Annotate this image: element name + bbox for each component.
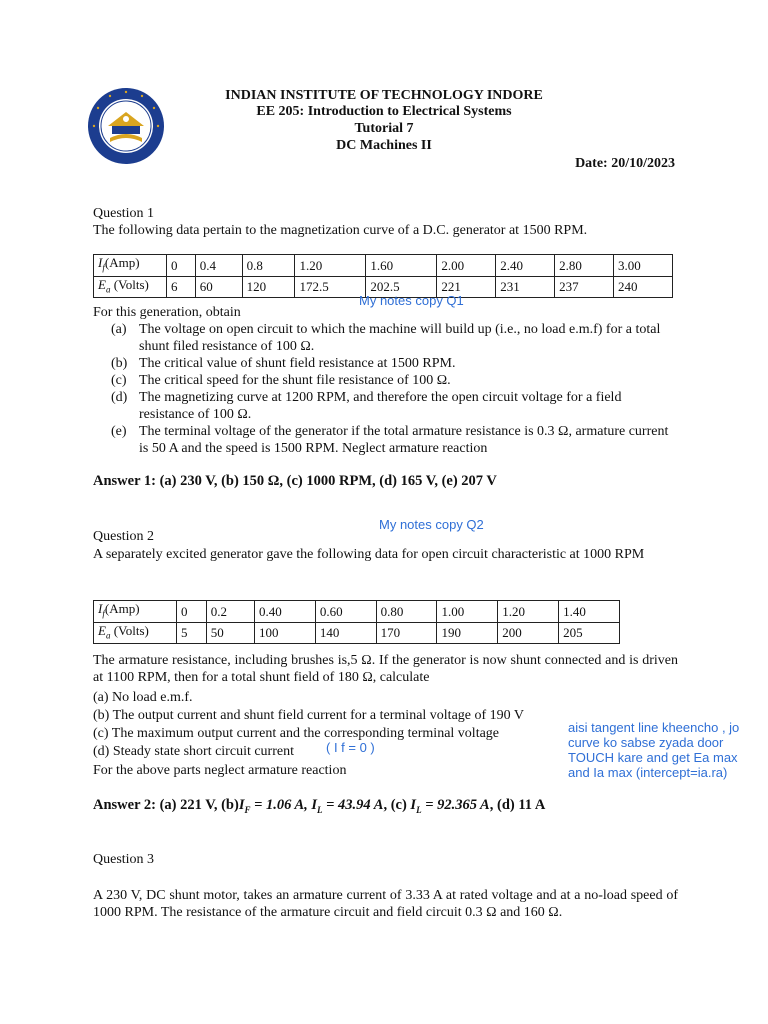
- q1-handwritten-note: My notes copy Q1: [359, 293, 464, 308]
- list-item-label: (c): [111, 373, 127, 388]
- table-cell: 60: [195, 276, 242, 298]
- answer-value: = 92.365 A: [421, 797, 490, 813]
- list-item-label: (a): [111, 322, 127, 337]
- table-cell: 170: [376, 622, 437, 644]
- note-line: aisi tangent line kheencho , jo: [568, 720, 740, 735]
- table-cell: 0.4: [195, 255, 242, 277]
- math-symbol: I: [410, 797, 417, 813]
- answer-value: = 43.94 A: [322, 797, 384, 813]
- q2-row-voltage: [94, 622, 620, 644]
- tutorial-topic: DC Machines II: [336, 138, 432, 153]
- symbol: E: [98, 276, 106, 292]
- q2-title: Question 2: [93, 529, 155, 544]
- answer-text: , (c): [383, 797, 411, 813]
- symbol: E: [98, 622, 106, 638]
- q2-side-note: [568, 720, 739, 780]
- table-cell: 1.40: [559, 601, 620, 623]
- note-line: curve ko sabse zyada door: [568, 735, 724, 750]
- table-cell: 237: [555, 276, 614, 298]
- q3-text: A 230 V, DC shunt motor, takes an armature current of 3.33 A at rated voltage and at a no-load speed of 1000 RPM. The resistance of the armature circuit and field circuit 0.3 Ω and 160 Ω.: [93, 888, 678, 920]
- list-item-text: The magnetizing curve at 1200 RPM, and therefore the open circuit voltage for a field resistance of 100 Ω.: [139, 390, 622, 422]
- q1-lead: For this generation, obtain: [93, 305, 241, 320]
- table-cell: 231: [496, 276, 555, 298]
- q2-paragraph: The armature resistance, including brushes is,5 Ω. If the generator is now shunt connected and is driven at 1100 RPM, then for a total shunt field of 180 Ω, calculate: [93, 653, 678, 685]
- q1-intro: The following data pertain to the magnetization curve of a D.C. generator at 1500 RPM.: [93, 223, 588, 238]
- tutorial-date: Date: 20/10/2023: [575, 156, 675, 171]
- list-item: [111, 423, 679, 457]
- table-cell: 1.60: [366, 255, 437, 277]
- table-cell: 0.40: [255, 601, 316, 623]
- list-item: [111, 355, 679, 372]
- table-cell: 2.40: [496, 255, 555, 277]
- math-subscript: L: [416, 804, 422, 815]
- q1-parts-list: [111, 321, 679, 457]
- q2-row-label: [94, 622, 177, 644]
- unit: (Volts): [110, 276, 149, 292]
- q1-title: Question 1: [93, 206, 155, 221]
- q1-row-label: [94, 255, 167, 277]
- q2-handwritten-note: My notes copy Q2: [379, 517, 484, 532]
- list-item-text: The terminal voltage of the generator if the total armature resistance is 0.3 Ω, armature current is 50 A and the speed is 1500 RPM. Neglect armature reaction: [139, 424, 669, 456]
- table-cell: 2.00: [437, 255, 496, 277]
- q2-answer: [93, 797, 545, 819]
- table-cell: 5: [177, 622, 207, 644]
- course-title: EE 205: Introduction to Electrical Systems: [256, 104, 512, 119]
- table-cell: 172.5: [295, 276, 366, 298]
- table-cell: 0.80: [376, 601, 437, 623]
- list-item: [111, 389, 679, 423]
- tutorial-number: Tutorial 7: [354, 121, 414, 136]
- q2-part-b: (b) The output current and shunt field current for a terminal voltage of 190 V: [93, 708, 525, 723]
- subscript: f: [102, 262, 105, 273]
- answer-value: = 1.06 A,: [250, 797, 312, 813]
- q1-row-current: [94, 255, 673, 277]
- q2-intro: A separately excited generator gave the following data for open circuit characteristic at 1000 RPM: [93, 547, 645, 562]
- institute-name: INDIAN INSTITUTE OF TECHNOLOGY INDORE: [225, 88, 543, 103]
- q2-part-d-note: ( I f = 0 ): [326, 740, 375, 755]
- math-symbol: I: [311, 797, 318, 813]
- table-cell: 3.00: [614, 255, 673, 277]
- table-cell: 1.20: [498, 601, 559, 623]
- answer-text: , (d) 11 A: [489, 797, 546, 813]
- table-cell: 0: [167, 255, 196, 277]
- q2-part-c: (c) The maximum output current and the corresponding terminal voltage: [93, 726, 500, 741]
- table-cell: 2.80: [555, 255, 614, 277]
- table-cell: 0.8: [242, 255, 295, 277]
- list-item-text: The critical speed for the shunt file resistance of 100 Ω.: [139, 373, 451, 388]
- unit: (Amp): [104, 601, 140, 616]
- math-symbol: I: [238, 797, 245, 813]
- q2-tail: For the above parts neglect armature reaction: [93, 763, 347, 778]
- q3-title: Question 3: [93, 852, 155, 867]
- q1-data-table: [93, 254, 673, 298]
- list-item-label: (e): [111, 424, 127, 439]
- answer-text: Answer 2: (a) 221 V, (b): [93, 797, 239, 813]
- note-line: and Ia max (intercept=ia.ra): [568, 765, 728, 780]
- symbol: I: [98, 601, 103, 616]
- table-cell: 240: [614, 276, 673, 298]
- list-item: [111, 321, 679, 355]
- table-cell: 0.60: [315, 601, 376, 623]
- list-item-label: (b): [111, 356, 128, 371]
- table-cell: 200: [498, 622, 559, 644]
- q2-row-label: [94, 601, 177, 623]
- table-cell: 1.20: [295, 255, 366, 277]
- table-cell: 140: [315, 622, 376, 644]
- math-subscript: F: [244, 804, 251, 815]
- subscript: a: [105, 284, 111, 295]
- subscript: a: [105, 630, 111, 641]
- list-item-label: (d): [111, 390, 128, 405]
- unit: (Amp): [104, 255, 140, 270]
- table-cell: 1.00: [437, 601, 498, 623]
- q1-row-label: [94, 276, 167, 298]
- list-item-text: The critical value of shunt field resistance at 1500 RPM.: [139, 356, 456, 371]
- symbol: I: [98, 255, 103, 270]
- table-cell: 202.5: [366, 276, 437, 298]
- table-cell: 190: [437, 622, 498, 644]
- q2-part-d: (d) Steady state short circuit current: [93, 744, 294, 759]
- q2-data-table: [93, 600, 620, 644]
- subscript: f: [102, 608, 105, 619]
- table-cell: 205: [559, 622, 620, 644]
- table-cell: 50: [206, 622, 254, 644]
- list-item: [111, 372, 679, 389]
- table-cell: 100: [255, 622, 316, 644]
- q2-part-a: (a) No load e.m.f.: [93, 690, 193, 705]
- list-item-text: The voltage on open circuit to which the machine will build up (i.e., no load e.m.f) for a total shunt filed resistance of 100 Ω.: [139, 322, 661, 354]
- table-cell: 120: [242, 276, 295, 298]
- note-line: TOUCH kare and get Ea max: [568, 750, 738, 765]
- math-subscript: L: [317, 804, 323, 815]
- q2-row-current: [94, 601, 620, 623]
- table-cell: 6: [167, 276, 196, 298]
- table-cell: 0: [177, 601, 207, 623]
- table-cell: 0.2: [206, 601, 254, 623]
- q1-answer: Answer 1: (a) 230 V, (b) 150 Ω, (c) 1000 RPM, (d) 165 V, (e) 207 V: [93, 473, 497, 489]
- table-cell: 221: [437, 276, 496, 298]
- unit: (Volts): [110, 622, 149, 638]
